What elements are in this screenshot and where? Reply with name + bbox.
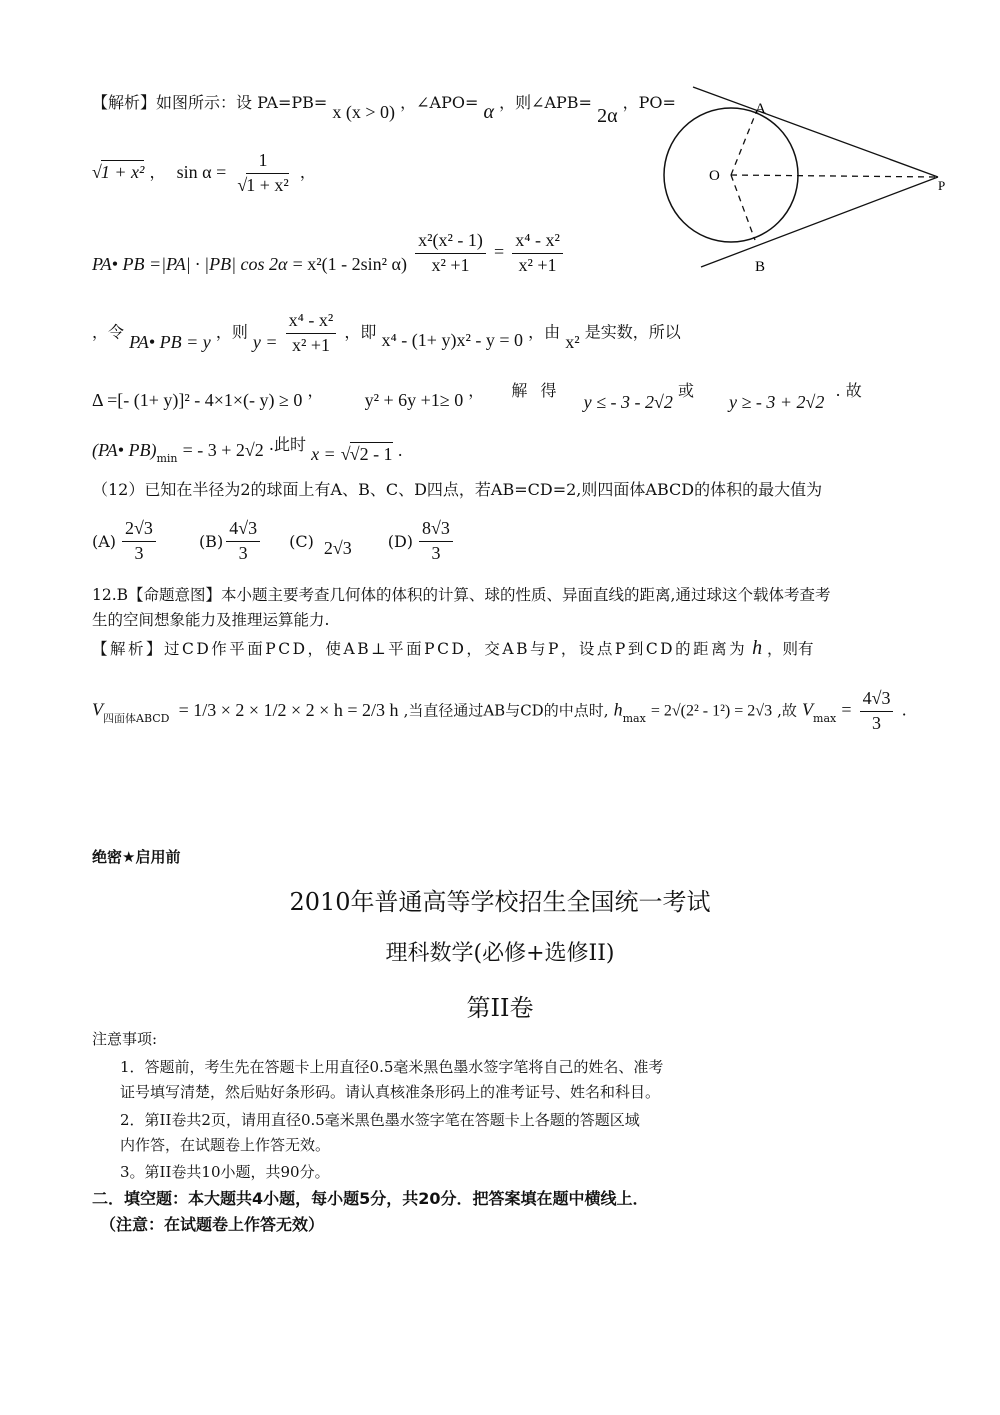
option-c: (C) 2√3 (289, 531, 352, 559)
solution-line-1: 【解析】如图所示：设 PA=PB= x (x > 0) ，∠APO= α ，则∠APB= 2α ，PO= (92, 93, 676, 127)
notes-heading: 注意事项: (92, 1030, 158, 1048)
label-b: B (755, 259, 766, 275)
section-2-note: （注意：在试题卷上作答无效） (100, 1215, 325, 1234)
tangent-line-pa (693, 87, 938, 177)
intent-line-2: 生的空间想象能力及推理运算能力. (92, 611, 330, 629)
fraction-y: $\frac{\text{x⁴ - x²}}{\text{x² +1}}$ (286, 310, 337, 356)
volume-line: $V_{四面体ABCD} = 1/3 \times 2 \times 1/2 \times 2 \times h = 2/3$ h ,当直径通过AB与CD的中点时, $h_{max} = 2√(2^2 - 1^2) = 2√3$ ,故 $V_{max}$ = $\frac{4√3}{3}$ . (92, 688, 907, 733)
segment-oa (731, 110, 757, 175)
option-a: (A) 2√3 3 (92, 518, 159, 564)
question-12-options (92, 518, 456, 564)
analysis-line: 【解析】过CD作平面PCD，使AB⊥平面PCD，交AB与P，设点P到CD的距离为 h ，则有 (92, 637, 814, 659)
sin-fraction: $\frac{1}{\text{√1 + x²}}$ (237, 150, 289, 195)
segment-ob (731, 175, 755, 240)
section-2-heading: 二．填空题：本大题共4小题，每小题5分，共20分．把答案填在题中横线上． (92, 1189, 649, 1208)
solution-line-6: (PA• $PB)_{min}$ = - 3 + 2√2 .此时 x = √√2 - 1 . (92, 435, 403, 465)
solution-line-5: Δ =[- (1+ y)]² - 4×1×(- y) ≥ 0 ， y² + 6y +1≥ 0 ， 解 得 y ≤ - 3 - 2√2 或 y ≥ - 3 + 2√2 . 故 (92, 381, 862, 412)
note-2a: 2．第II卷共2页，请用直径0.5毫米黑色墨水签字笔在答题卡上各题的答题区域 (120, 1111, 640, 1129)
note-1a: 1．答题前，考生先在答题卡上用直径0.5毫米黑色墨水签字笔将自己的姓名、准考 (120, 1058, 664, 1076)
secret-label: 绝密★启用前 (92, 848, 181, 866)
label-p: P (938, 178, 946, 193)
exam-volume: 第II卷 (466, 994, 534, 1022)
solution-line-3: PA• PB =|PA| · |PB| cos 2α = x²(1 - 2sin² α) $\frac{\text{x²(x² - 1)}}{\text{x² +1}}$ = $\frac{\text{x⁴ - x²}}{\text{x² +1}}$ (92, 230, 566, 276)
option-d: (D) 8√3 3 (388, 518, 456, 564)
label-a: A (755, 101, 766, 117)
intent-line-1: 12.B【命题意图】本小题主要考查几何体的体积的计算、球的性质、异面直线的距离,通过球这个载体考查考 (92, 586, 831, 604)
option-b: (B) 4√3 3 (199, 518, 263, 564)
fraction-1: $\frac{\text{x²(x² - 1)}}{\text{x² +1}}$ (415, 230, 486, 276)
exam-title: 2010年普通高等学校招生全国统一考试 (289, 888, 711, 916)
exam-subtitle: 理科数学(必修+选修II) (385, 941, 615, 966)
tangent-circle-diagram (655, 85, 955, 285)
note-2b: 内作答，在试题卷上作答无效。 (120, 1136, 331, 1154)
note-3: 3。第II卷共10小题，共90分。 (120, 1163, 330, 1181)
solution-line-2: √1 + x² ， sin α = $\frac{1}{\text{√1 + x²}}$ ， (92, 150, 316, 195)
solution-line-4: ，令 PA• PB = y ，则 y = $\frac{\text{x⁴ - x²}}{\text{x² +1}}$ ，即 x⁴ - (1+ y)x² - y = 0 ，由 x² 是实数，所以 (92, 310, 681, 355)
question-12-stem: （12）已知在半径为2的球面上有A、B、C、D四点，若AB=CD=2,则四面体ABCD的体积的最大值为 (92, 480, 823, 499)
segment-op (731, 175, 938, 177)
label-o: O (709, 168, 720, 184)
note-1b: 证号填写清楚，然后贴好条形码。请认真核准条形码上的准考证号、姓名和科目。 (120, 1083, 661, 1101)
fraction-2: $\frac{\text{x⁴ - x²}}{\text{x² +1}}$ (512, 230, 563, 276)
